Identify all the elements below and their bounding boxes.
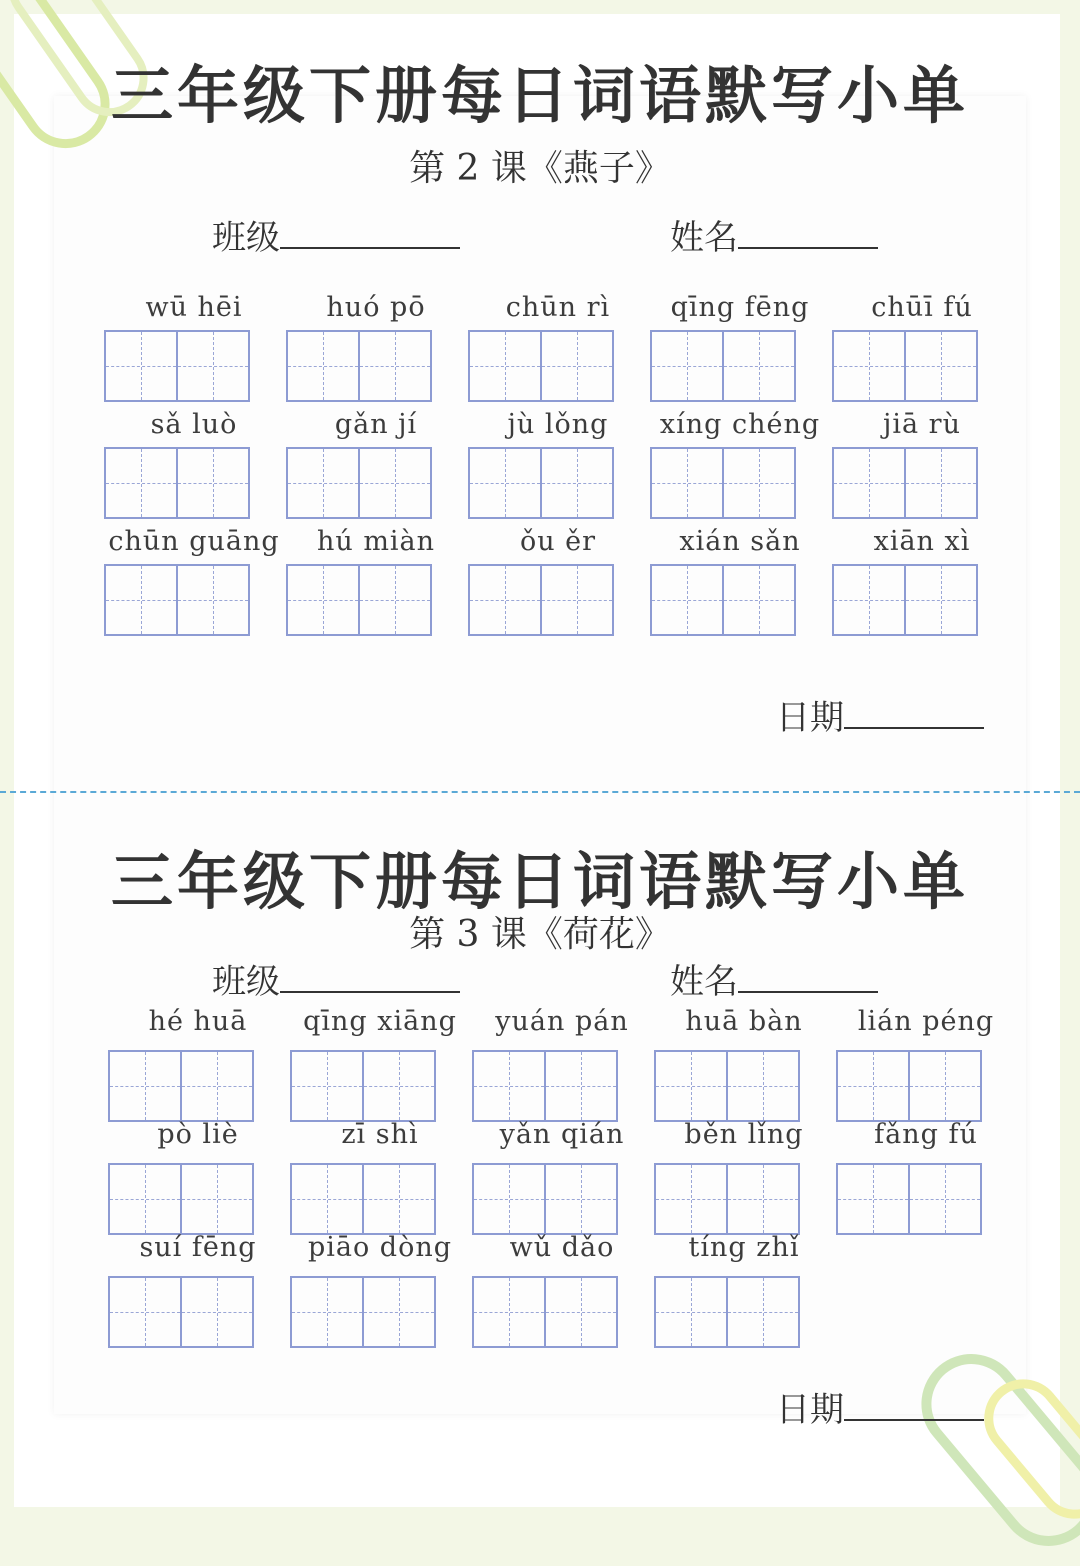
character-square[interactable] bbox=[110, 1278, 180, 1346]
pinyin-label: hú miàn bbox=[316, 526, 436, 557]
pinyin-label: chūī fú bbox=[871, 292, 973, 323]
writing-box[interactable] bbox=[472, 1163, 618, 1235]
pinyin-label: hé huā bbox=[148, 1006, 248, 1037]
pinyin-label: jiā rù bbox=[883, 409, 961, 440]
character-square[interactable] bbox=[288, 332, 358, 400]
character-square[interactable] bbox=[904, 449, 976, 517]
writing-box[interactable] bbox=[832, 330, 978, 402]
character-square[interactable] bbox=[838, 1165, 908, 1233]
writing-box[interactable] bbox=[286, 330, 432, 402]
pinyin-label: chūn guāng bbox=[108, 526, 280, 557]
pinyin-label: huā bàn bbox=[685, 1006, 803, 1037]
sheet1-class-field[interactable] bbox=[212, 210, 460, 259]
writing-box[interactable] bbox=[468, 447, 614, 519]
writing-box[interactable] bbox=[290, 1050, 436, 1122]
pinyin-label: piāo dòng bbox=[307, 1232, 453, 1263]
character-square[interactable] bbox=[834, 566, 904, 634]
character-square[interactable] bbox=[106, 566, 176, 634]
writing-box[interactable] bbox=[650, 564, 796, 636]
name-label: 姓名 bbox=[670, 962, 738, 1002]
writing-box[interactable] bbox=[836, 1050, 982, 1122]
writing-box[interactable] bbox=[468, 564, 614, 636]
class-blank[interactable] bbox=[280, 221, 460, 249]
character-square[interactable] bbox=[652, 332, 722, 400]
pinyin-label: gǎn jí bbox=[334, 409, 418, 440]
writing-box[interactable] bbox=[108, 1276, 254, 1348]
character-square[interactable] bbox=[288, 449, 358, 517]
writing-box[interactable] bbox=[108, 1163, 254, 1235]
sheet2-lesson: 第 3 课《荷花》 bbox=[409, 914, 671, 955]
name-blank[interactable] bbox=[738, 965, 878, 993]
writing-box[interactable] bbox=[832, 447, 978, 519]
pinyin-label: fǎng fú bbox=[874, 1119, 978, 1150]
pinyin-label: chūn rì bbox=[505, 292, 611, 323]
writing-box[interactable] bbox=[286, 447, 432, 519]
sheet1-title: 三年级下册每日词语默写小单 bbox=[110, 59, 969, 132]
character-square[interactable] bbox=[834, 332, 904, 400]
character-square[interactable] bbox=[362, 1052, 434, 1120]
character-square[interactable] bbox=[726, 1278, 798, 1346]
character-square[interactable] bbox=[544, 1165, 616, 1233]
pinyin-label: huó pō bbox=[326, 292, 426, 323]
sheet2-title: 三年级下册每日词语默写小单 bbox=[110, 845, 969, 918]
character-square[interactable] bbox=[722, 332, 794, 400]
character-square[interactable] bbox=[656, 1052, 726, 1120]
character-square[interactable] bbox=[110, 1165, 180, 1233]
class-label: 班级 bbox=[212, 218, 280, 258]
writing-box[interactable] bbox=[654, 1276, 800, 1348]
character-square[interactable] bbox=[904, 566, 976, 634]
writing-box[interactable] bbox=[290, 1163, 436, 1235]
sheet1-date-field[interactable] bbox=[776, 690, 984, 739]
writing-box[interactable] bbox=[104, 564, 250, 636]
writing-box[interactable] bbox=[472, 1276, 618, 1348]
writing-box[interactable] bbox=[832, 564, 978, 636]
character-square[interactable] bbox=[176, 332, 248, 400]
character-square[interactable] bbox=[180, 1278, 252, 1346]
writing-box[interactable] bbox=[650, 447, 796, 519]
character-square[interactable] bbox=[834, 449, 904, 517]
character-square[interactable] bbox=[722, 566, 794, 634]
character-square[interactable] bbox=[722, 449, 794, 517]
pinyin-label: suí fēng bbox=[139, 1232, 257, 1263]
character-square[interactable] bbox=[180, 1052, 252, 1120]
writing-box[interactable] bbox=[286, 564, 432, 636]
sheet1-lesson: 第 2 课《燕子》 bbox=[409, 148, 671, 189]
sheet2-class-field[interactable] bbox=[212, 954, 460, 1003]
pinyin-label: wū hēi bbox=[145, 292, 243, 323]
pinyin-label: wǔ dǎo bbox=[509, 1232, 615, 1263]
writing-box[interactable] bbox=[654, 1050, 800, 1122]
character-square[interactable] bbox=[292, 1165, 362, 1233]
character-square[interactable] bbox=[474, 1052, 544, 1120]
pinyin-label: ǒu ěr bbox=[519, 526, 597, 557]
character-square[interactable] bbox=[362, 1165, 434, 1233]
writing-box[interactable] bbox=[654, 1163, 800, 1235]
sheet2-date-field[interactable] bbox=[776, 1382, 984, 1431]
character-square[interactable] bbox=[110, 1052, 180, 1120]
date-blank[interactable] bbox=[844, 701, 984, 729]
writing-box[interactable] bbox=[104, 447, 250, 519]
cut-line bbox=[0, 791, 1080, 793]
name-label: 姓名 bbox=[670, 218, 738, 258]
pinyin-label: qīng xiāng bbox=[303, 1006, 457, 1037]
writing-box[interactable] bbox=[290, 1276, 436, 1348]
pinyin-label: lián péng bbox=[857, 1006, 995, 1037]
character-square[interactable] bbox=[176, 566, 248, 634]
name-blank[interactable] bbox=[738, 221, 878, 249]
character-square[interactable] bbox=[908, 1165, 980, 1233]
character-square[interactable] bbox=[652, 449, 722, 517]
writing-box[interactable] bbox=[104, 330, 250, 402]
sheet2-name-field[interactable] bbox=[670, 954, 878, 1003]
character-square[interactable] bbox=[176, 449, 248, 517]
character-square[interactable] bbox=[540, 566, 612, 634]
character-square[interactable] bbox=[544, 1278, 616, 1346]
character-square[interactable] bbox=[470, 332, 540, 400]
character-square[interactable] bbox=[180, 1165, 252, 1233]
character-square[interactable] bbox=[470, 449, 540, 517]
pinyin-label: xíng chéng bbox=[659, 409, 821, 440]
date-label: 日期 bbox=[776, 1390, 844, 1430]
character-square[interactable] bbox=[904, 332, 976, 400]
pinyin-label: yǎn qián bbox=[499, 1119, 625, 1150]
pinyin-label: qīng fēng bbox=[670, 292, 810, 323]
writing-box[interactable] bbox=[468, 330, 614, 402]
character-square[interactable] bbox=[652, 566, 722, 634]
character-square[interactable] bbox=[656, 1165, 726, 1233]
writing-box[interactable] bbox=[650, 330, 796, 402]
character-square[interactable] bbox=[726, 1052, 798, 1120]
character-square[interactable] bbox=[540, 449, 612, 517]
character-square[interactable] bbox=[292, 1052, 362, 1120]
character-square[interactable] bbox=[358, 566, 430, 634]
pinyin-label: zī shì bbox=[341, 1119, 419, 1150]
character-square[interactable] bbox=[474, 1165, 544, 1233]
character-square[interactable] bbox=[106, 449, 176, 517]
character-square[interactable] bbox=[362, 1278, 434, 1346]
writing-box[interactable] bbox=[108, 1050, 254, 1122]
character-square[interactable] bbox=[106, 332, 176, 400]
character-square[interactable] bbox=[474, 1278, 544, 1346]
character-square[interactable] bbox=[358, 332, 430, 400]
character-square[interactable] bbox=[540, 332, 612, 400]
pinyin-label: sǎ luò bbox=[150, 409, 238, 440]
writing-box[interactable] bbox=[836, 1163, 982, 1235]
character-square[interactable] bbox=[726, 1165, 798, 1233]
pinyin-label: pò liè bbox=[157, 1119, 239, 1150]
pinyin-label: běn lǐng bbox=[684, 1119, 804, 1150]
date-label: 日期 bbox=[776, 698, 844, 738]
character-square[interactable] bbox=[838, 1052, 908, 1120]
sheet1-name-field[interactable] bbox=[670, 210, 878, 259]
pinyin-label: tíng zhǐ bbox=[688, 1232, 800, 1263]
pinyin-label: xián sǎn bbox=[679, 526, 801, 557]
date-blank[interactable] bbox=[844, 1393, 984, 1421]
pinyin-label: yuán pán bbox=[495, 1006, 629, 1037]
character-square[interactable] bbox=[288, 566, 358, 634]
writing-box[interactable] bbox=[472, 1050, 618, 1122]
character-square[interactable] bbox=[656, 1278, 726, 1346]
character-square[interactable] bbox=[544, 1052, 616, 1120]
pinyin-label: xiān xì bbox=[873, 526, 971, 557]
pinyin-label: jù lǒng bbox=[507, 409, 609, 440]
character-square[interactable] bbox=[292, 1278, 362, 1346]
class-label: 班级 bbox=[212, 962, 280, 1002]
class-blank[interactable] bbox=[280, 965, 460, 993]
character-square[interactable] bbox=[908, 1052, 980, 1120]
character-square[interactable] bbox=[358, 449, 430, 517]
character-square[interactable] bbox=[470, 566, 540, 634]
